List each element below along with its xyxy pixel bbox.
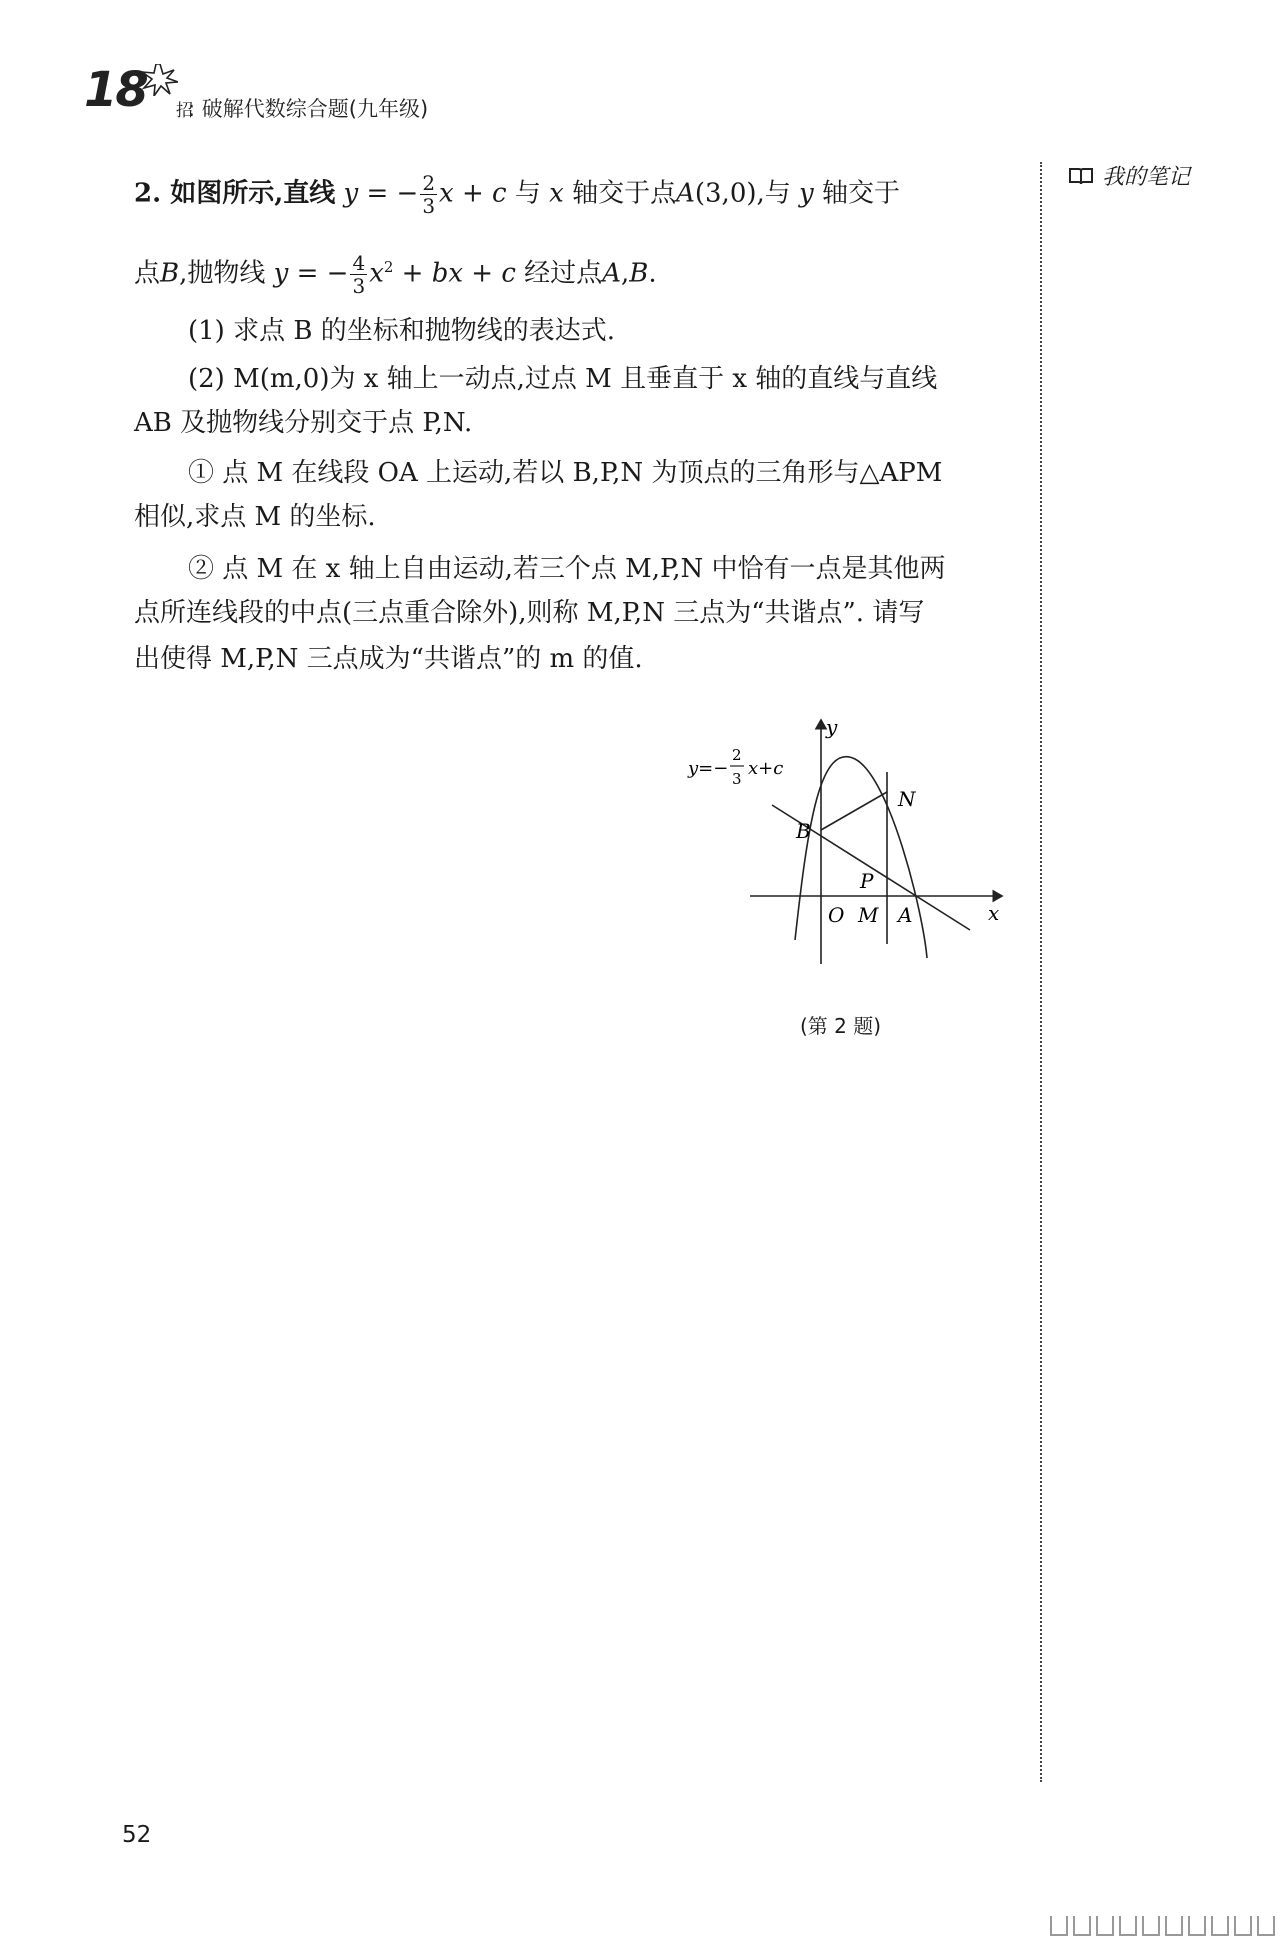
eq-y: y = − xyxy=(343,178,419,209)
eq-xc: x + c xyxy=(439,178,507,209)
question-2a-line-2: 相似,求点 M 的坐标. xyxy=(134,502,376,532)
frac-den: 3 xyxy=(422,194,436,218)
scan-mark xyxy=(1142,1916,1160,1936)
fraction xyxy=(350,252,367,297)
text: 轴交于 xyxy=(822,178,901,209)
text-yu: 与 xyxy=(514,178,541,209)
notes-label: 我的笔记 xyxy=(1102,165,1191,190)
var-B: B xyxy=(160,258,180,289)
scan-mark xyxy=(1211,1916,1229,1936)
scan-mark xyxy=(1234,1916,1252,1936)
scan-mark xyxy=(1050,1916,1068,1936)
eq-label-den: 3 xyxy=(732,770,742,788)
exponent: 2 xyxy=(383,258,394,276)
header-number: 18 xyxy=(84,62,147,118)
eq-label-b: x+c xyxy=(748,758,784,779)
notes-divider xyxy=(1040,162,1042,1782)
starburst-icon xyxy=(142,64,178,96)
var-A: A xyxy=(676,178,695,209)
page-number: 52 xyxy=(122,1822,152,1848)
var-y: y xyxy=(799,178,814,209)
text: 经过点 xyxy=(524,258,603,289)
frac-num: 2 xyxy=(422,171,436,195)
question-2b-line-3: 出使得 M,P,N 三点成为“共谐点”的 m 的值. xyxy=(134,644,643,674)
label-o: O xyxy=(828,903,845,927)
fraction xyxy=(420,172,437,217)
question-2b-line-1: ② 点 M 在 x 轴上自由运动,若三个点 M,P,N 中恰有一点是其他两 xyxy=(188,554,946,584)
scan-mark xyxy=(1096,1916,1114,1936)
scan-mark xyxy=(1188,1916,1206,1936)
eq-label-a: y=− xyxy=(688,758,729,779)
var-B: B xyxy=(629,258,649,289)
label-p: P xyxy=(860,869,874,893)
header-title: : 破解代数综合题(九年级) xyxy=(188,97,429,121)
label-y: y xyxy=(826,715,838,739)
question-2a-line-1: ① 点 M 在线段 OA 上运动,若以 B,P,N 为顶点的三角形与△APM xyxy=(188,458,943,488)
text: 点 xyxy=(134,258,161,289)
frac-num: 4 xyxy=(352,251,366,276)
book-icon xyxy=(1068,166,1094,186)
eq-bxc: + bx + c xyxy=(393,258,516,289)
scan-mark xyxy=(1119,1916,1137,1936)
eq-y: y = − xyxy=(273,258,349,289)
problem-line-2 xyxy=(134,250,657,297)
text: , xyxy=(620,258,630,289)
label-b: B xyxy=(796,819,811,843)
label-m: M xyxy=(858,903,879,927)
question-2b-line-2: 点所连线段的中点(三点重合除外),则称 M,P,N 三点为“共谐点”. 请写 xyxy=(134,598,925,628)
scan-marks xyxy=(1050,1916,1275,1936)
question-2-line-1: (2) M(m,0)为 x 轴上一动点,过点 M 且垂直于 x 轴的直线与直线 xyxy=(188,364,938,394)
problem-intro: 2. 如图所示,直线 xyxy=(134,178,336,209)
var-x: x xyxy=(549,178,564,209)
label-a: A xyxy=(898,903,913,927)
problem-figure xyxy=(680,712,1020,982)
segment-bn xyxy=(821,792,887,830)
text: (3,0),与 xyxy=(694,178,791,209)
label-n: N xyxy=(898,787,916,811)
header-zhao: 招 xyxy=(176,101,193,121)
eq-label-num: 2 xyxy=(732,746,742,764)
text: ,抛物线 xyxy=(179,258,266,289)
var-x: x xyxy=(369,258,384,289)
label-x: x xyxy=(988,901,1000,925)
problem-line-1 xyxy=(134,172,900,217)
scan-mark xyxy=(1073,1916,1091,1936)
text: 轴交于点 xyxy=(572,178,677,209)
scan-mark xyxy=(1257,1916,1275,1936)
text: . xyxy=(648,258,657,289)
question-2-line-2: AB 及抛物线分别交于点 P,N. xyxy=(134,408,473,438)
question-1: (1) 求点 B 的坐标和抛物线的表达式. xyxy=(188,316,615,346)
frac-den: 3 xyxy=(352,274,366,299)
figure-caption: (第 2 题) xyxy=(800,1014,882,1038)
notes-heading xyxy=(1068,160,1190,191)
scan-mark xyxy=(1165,1916,1183,1936)
var-A: A xyxy=(602,258,621,289)
